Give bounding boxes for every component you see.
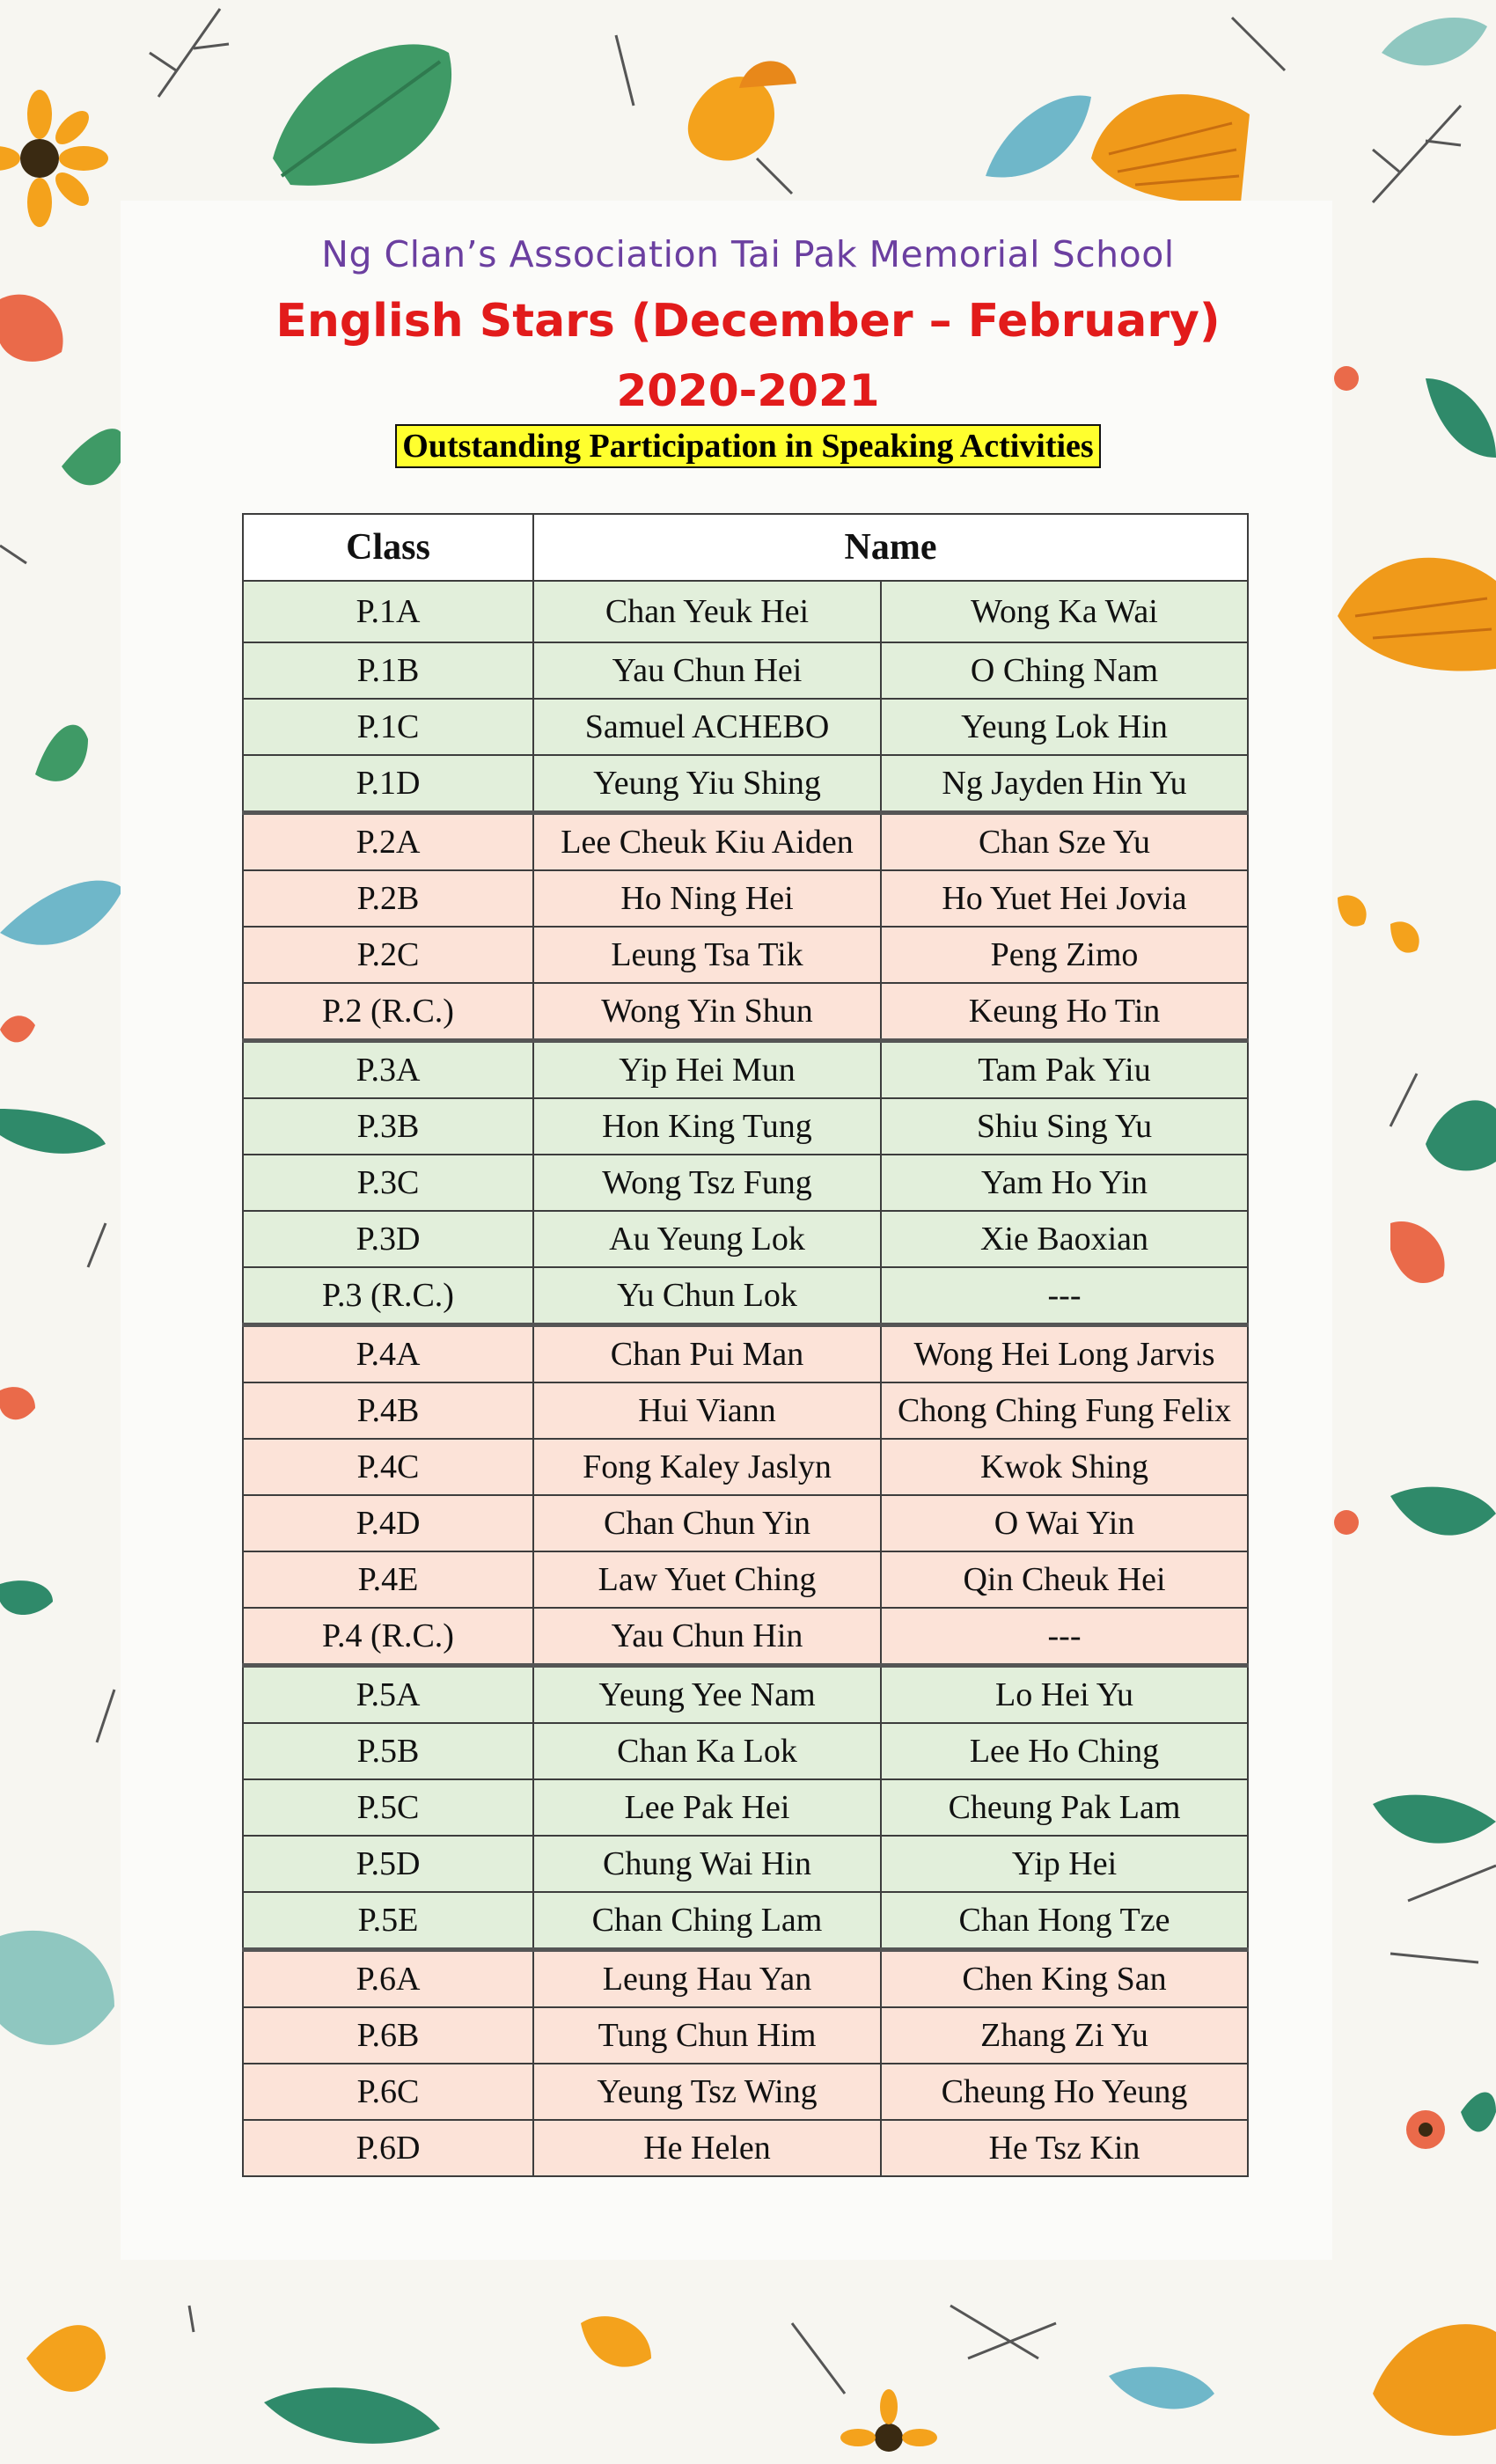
leaf-icon xyxy=(986,95,1091,177)
student-name-cell: Wong Ka Wai xyxy=(881,581,1248,642)
student-name-cell: Yau Chun Hin xyxy=(533,1608,881,1666)
student-name-cell: Lee Cheuk Kiu Aiden xyxy=(533,813,881,871)
student-name-cell: Chan Chun Yin xyxy=(533,1495,881,1551)
student-name-cell: Leung Hau Yan xyxy=(533,1950,881,2008)
class-cell: P.4A xyxy=(243,1325,533,1383)
table-row xyxy=(243,755,1248,813)
fan-flower-icon xyxy=(1091,94,1250,203)
student-name-cell: Chan Yeuk Hei xyxy=(533,581,881,642)
table-row xyxy=(243,1155,1248,1211)
class-cell: P.5B xyxy=(243,1723,533,1779)
column-header-name: Name xyxy=(533,514,1248,581)
table-row xyxy=(243,983,1248,1041)
student-name-cell: Qin Cheuk Hei xyxy=(881,1551,1248,1608)
student-name-cell: Kwok Shing xyxy=(881,1439,1248,1495)
flower-icon xyxy=(840,2389,937,2452)
table-row xyxy=(243,1551,1248,1608)
flower-bud-icon xyxy=(688,61,796,194)
class-cell: P.3 (R.C.) xyxy=(243,1267,533,1325)
academic-year: 2020-2021 xyxy=(616,365,880,416)
student-name-cell: Lee Pak Hei xyxy=(533,1779,881,1836)
table-row xyxy=(243,1836,1248,1892)
table-row xyxy=(243,2007,1248,2064)
table-row xyxy=(243,1325,1248,1383)
class-cell: P.2C xyxy=(243,927,533,983)
award-category: Outstanding Participation in Speaking Activities xyxy=(395,424,1100,468)
student-name-cell: Ng Jayden Hin Yu xyxy=(881,755,1248,813)
table-row xyxy=(243,699,1248,755)
class-cell: P.6A xyxy=(243,1950,533,2008)
table-row xyxy=(243,1041,1248,1099)
class-cell: P.1D xyxy=(243,755,533,813)
student-name-cell: Wong Tsz Fung xyxy=(533,1155,881,1211)
student-name-cell: Chen King San xyxy=(881,1950,1248,2008)
student-name-cell: Chan Hong Tze xyxy=(881,1892,1248,1950)
table-row xyxy=(243,813,1248,871)
student-name-cell: Tam Pak Yiu xyxy=(881,1041,1248,1099)
class-cell: P.1B xyxy=(243,642,533,699)
class-cell: P.6B xyxy=(243,2007,533,2064)
class-cell: P.4E xyxy=(243,1551,533,1608)
table-body xyxy=(243,581,1248,2176)
class-cell: P.3D xyxy=(243,1211,533,1267)
student-name-cell: Keung Ho Tin xyxy=(881,983,1248,1041)
flower-bud-icon xyxy=(581,2316,651,2367)
class-cell: P.4D xyxy=(243,1495,533,1551)
student-name-cell: Chung Wai Hin xyxy=(533,1836,881,1892)
student-name-cell: O Ching Nam xyxy=(881,642,1248,699)
subtitle-container xyxy=(0,424,1496,468)
table-row xyxy=(243,1892,1248,1950)
class-cell: P.5E xyxy=(243,1892,533,1950)
student-name-cell: Yeung Yiu Shing xyxy=(533,755,881,813)
class-cell: P.3A xyxy=(243,1041,533,1099)
student-name-cell: Yeung Lok Hin xyxy=(881,699,1248,755)
class-cell: P.1C xyxy=(243,699,533,755)
student-name-cell: Chan Pui Man xyxy=(533,1325,881,1383)
student-name-cell: He Helen xyxy=(533,2120,881,2176)
table-row xyxy=(243,2064,1248,2120)
student-name-cell: Leung Tsa Tik xyxy=(533,927,881,983)
student-name-cell: Lee Ho Ching xyxy=(881,1723,1248,1779)
leaf-icon xyxy=(0,1016,35,1419)
table-row xyxy=(243,581,1248,642)
column-header-class: Class xyxy=(243,514,533,581)
table-header-row xyxy=(243,514,1248,581)
class-cell: P.2A xyxy=(243,813,533,871)
student-name-cell: Peng Zimo xyxy=(881,927,1248,983)
student-name-cell: Yau Chun Hei xyxy=(533,642,881,699)
english-stars-table xyxy=(242,513,1249,2177)
class-cell: P.4B xyxy=(243,1382,533,1439)
student-name-cell: Ho Ning Hei xyxy=(533,870,881,927)
table-row xyxy=(243,1211,1248,1267)
table-row xyxy=(243,1723,1248,1779)
class-cell: P.5D xyxy=(243,1836,533,1892)
class-cell: P.5C xyxy=(243,1779,533,1836)
table-row xyxy=(243,2120,1248,2176)
student-name-cell: Lo Hei Yu xyxy=(881,1666,1248,1724)
table-row xyxy=(243,1098,1248,1155)
table-row xyxy=(243,1267,1248,1325)
student-name-cell: Cheung Pak Lam xyxy=(881,1779,1248,1836)
table-row xyxy=(243,1439,1248,1495)
student-name-cell: --- xyxy=(881,1267,1248,1325)
class-cell: P.6C xyxy=(243,2064,533,2120)
student-name-cell: Fong Kaley Jaslyn xyxy=(533,1439,881,1495)
table-row xyxy=(243,1382,1248,1439)
leaf-icon xyxy=(1382,18,1487,65)
student-name-cell: Cheung Ho Yeung xyxy=(881,2064,1248,2120)
table-row xyxy=(243,1495,1248,1551)
leaf-icon xyxy=(273,44,451,185)
table-row xyxy=(243,1779,1248,1836)
student-name-cell: Shiu Sing Yu xyxy=(881,1098,1248,1155)
student-name-cell: Yip Hei xyxy=(881,1836,1248,1892)
class-cell: P.4C xyxy=(243,1439,533,1495)
class-cell: P.2 (R.C.) xyxy=(243,983,533,1041)
class-cell: P.3C xyxy=(243,1155,533,1211)
student-name-cell: Ho Yuet Hei Jovia xyxy=(881,870,1248,927)
student-name-cell: Yam Ho Yin xyxy=(881,1155,1248,1211)
student-name-cell: Au Yeung Lok xyxy=(533,1211,881,1267)
student-name-cell: Yip Hei Mun xyxy=(533,1041,881,1099)
student-name-cell: Wong Hei Long Jarvis xyxy=(881,1325,1248,1383)
student-name-cell: Hui Viann xyxy=(533,1382,881,1439)
student-name-cell: Chong Ching Fung Felix xyxy=(881,1382,1248,1439)
student-name-cell: He Tsz Kin xyxy=(881,2120,1248,2176)
student-name-cell: Chan Ching Lam xyxy=(533,1892,881,1950)
table-row xyxy=(243,1666,1248,1724)
leaf-icon xyxy=(264,2367,1214,2444)
class-cell: P.4 (R.C.) xyxy=(243,1608,533,1666)
student-name-cell: Hon King Tung xyxy=(533,1098,881,1155)
student-name-cell: --- xyxy=(881,1608,1248,1666)
student-name-cell: Xie Baoxian xyxy=(881,1211,1248,1267)
school-name: Ng Clan’s Association Tai Pak Memorial School xyxy=(321,233,1175,275)
student-name-cell: Samuel ACHEBO xyxy=(533,699,881,755)
class-cell: P.6D xyxy=(243,2120,533,2176)
flower-icon xyxy=(0,90,108,227)
class-cell: P.3B xyxy=(243,1098,533,1155)
student-name-cell: Yu Chun Lok xyxy=(533,1267,881,1325)
table-row xyxy=(243,642,1248,699)
student-name-cell: Tung Chun Him xyxy=(533,2007,881,2064)
student-name-cell: O Wai Yin xyxy=(881,1495,1248,1551)
page-title: English Stars (December – February) xyxy=(275,295,1221,348)
table-row xyxy=(243,1950,1248,2008)
class-cell: P.1A xyxy=(243,581,533,642)
student-name-cell: Chan Sze Yu xyxy=(881,813,1248,871)
student-name-cell: Chan Ka Lok xyxy=(533,1723,881,1779)
class-cell: P.5A xyxy=(243,1666,533,1724)
table-row xyxy=(243,1608,1248,1666)
student-name-cell: Zhang Zi Yu xyxy=(881,2007,1248,2064)
table-row xyxy=(243,927,1248,983)
student-name-cell: Yeung Tsz Wing xyxy=(533,2064,881,2120)
student-name-cell: Yeung Yee Nam xyxy=(533,1666,881,1724)
class-cell: P.2B xyxy=(243,870,533,927)
table-row xyxy=(243,870,1248,927)
student-name-cell: Wong Yin Shun xyxy=(533,983,881,1041)
student-name-cell: Law Yuet Ching xyxy=(533,1551,881,1608)
